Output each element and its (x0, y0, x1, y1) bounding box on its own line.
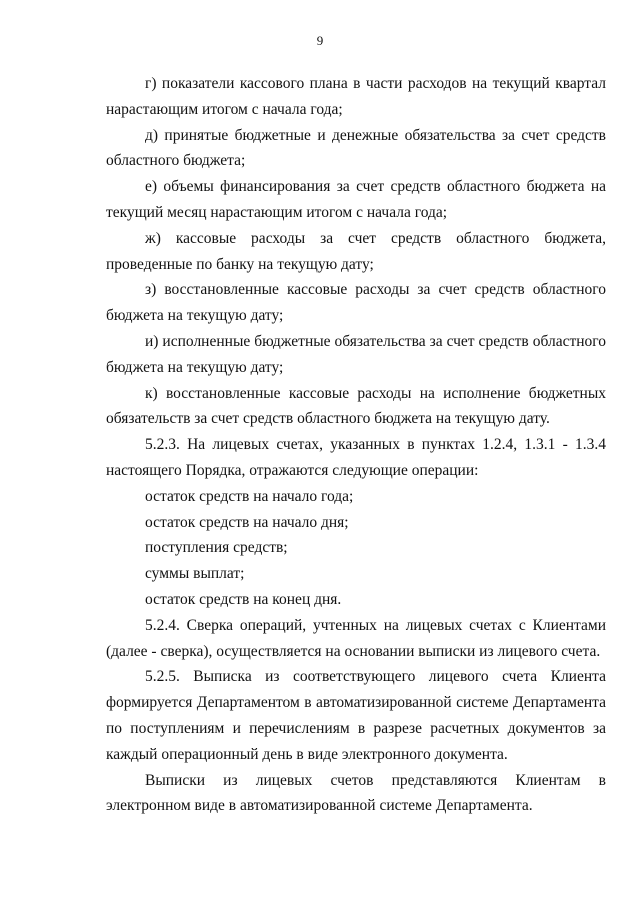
list-item-operation: остаток средств на начало года; (145, 487, 354, 505)
list-item-operation: суммы выплат; (145, 565, 245, 583)
paragraph-zh: ж) кассовые расходы за счет средств областного бюджета, проведенные по банку на текущую дату; (106, 229, 606, 273)
document-body (106, 71, 606, 819)
page-number: 9 (316, 33, 324, 48)
paragraph-k: к) восстановленные кассовые расходы на исполнение бюджетных обязательств за счет средств областного бюджета на текущую дату. (106, 384, 606, 428)
paragraph-g: г) показатели кассового плана в части расходов на текущий квартал нарастающим итогом с начала года; (106, 75, 606, 118)
paragraph-statements: Выписки из лицевых счетов представляются Клиентам в электронном виде в автоматизированной системе Департамента. (106, 771, 606, 815)
paragraph-i: и) исполненные бюджетные обязательства за счет средств областного бюджета на текущую дату; (106, 332, 606, 376)
paragraph-z: з) восстановленные кассовые расходы за счет средств областного бюджета на текущую дату; (106, 281, 606, 325)
list-item-operation: остаток средств на начало дня; (145, 513, 349, 531)
paragraph-5-2-5: 5.2.5. Выписка из соответствующего лицевого счета Клиента формируется Департаментом в автоматизированной системе Департамента по поступлениям и перечислениям в разрезе расчетных документов за каждый операционный день в виде электронного документа. (106, 668, 606, 763)
list-item-operation: остаток средств на конец дня. (145, 590, 342, 608)
paragraph-d: д) принятые бюджетные и денежные обязательства за счет средств областного бюджета; (106, 126, 606, 170)
paragraph-e: е) объемы финансирования за счет средств областного бюджета на текущий месяц нарастающим итогом с начала года; (106, 178, 606, 221)
list-item-operation: поступления средств; (145, 539, 288, 557)
paragraph-5-2-3: 5.2.3. На лицевых счетах, указанных в пунктах 1.2.4, 1.3.1 - 1.3.4 настоящего Порядка, отражаются следующие операции: (106, 436, 606, 479)
paragraph-5-2-4: 5.2.4. Сверка операций, учтенных на лицевых счетах с Клиентами (далее - сверка), осуществляется на основании выписки из лицевого счета. (106, 616, 606, 660)
